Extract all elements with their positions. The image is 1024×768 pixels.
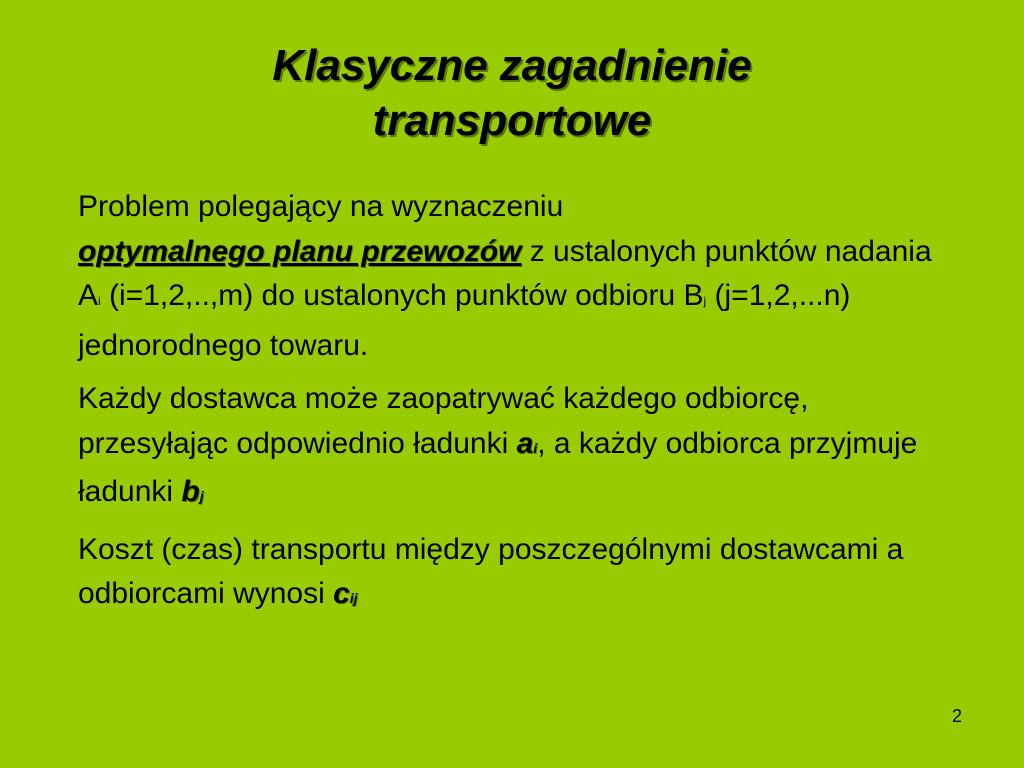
- var-a: a: [516, 426, 534, 460]
- p2-text-2: , a każdy odbiorca przyjmuje ładunki: [78, 426, 918, 508]
- subscript-i: i: [98, 294, 101, 308]
- slide-title: [0, 38, 1024, 148]
- var-b-subscript: j: [199, 488, 204, 504]
- title-line-2: transportowe: [372, 96, 652, 145]
- var-c: c: [333, 577, 350, 610]
- var-c-subscript: ij: [349, 590, 358, 606]
- paragraph-problem: [78, 185, 958, 368]
- paragraph-suppliers: [78, 377, 958, 519]
- p1-text-3: (i=1,2,..,m) do ustalonych punktów odbioru B: [100, 279, 704, 312]
- p1-text-2: z ustalonych punktów nadania A: [78, 234, 932, 312]
- page-number: 2: [951, 706, 962, 726]
- p1-text-1: Problem polegający na wyznaczeniu: [78, 190, 564, 223]
- p1-text-4: (j=1,2,...n) jednorodnego towaru.: [78, 279, 851, 362]
- slide-body: [78, 185, 958, 630]
- title-line-1: Klasyczne zagadnienie: [272, 41, 752, 90]
- var-a-subscript: i: [533, 439, 538, 456]
- p3-text-1: Koszt (czas) transportu między poszczególnymi dostawcami a odbiorcami wynosi: [78, 532, 904, 610]
- p2-text-1: Każdy dostawca może zaopatrywać każdego odbiorcę, przesyłając odpowiednio ładunki: [78, 382, 809, 460]
- optimal-plan-emphasis: optymalnego planu przewozów: [78, 234, 522, 268]
- var-b: b: [181, 475, 200, 508]
- paragraph-cost: [78, 528, 958, 621]
- subscript-j: j: [703, 294, 707, 308]
